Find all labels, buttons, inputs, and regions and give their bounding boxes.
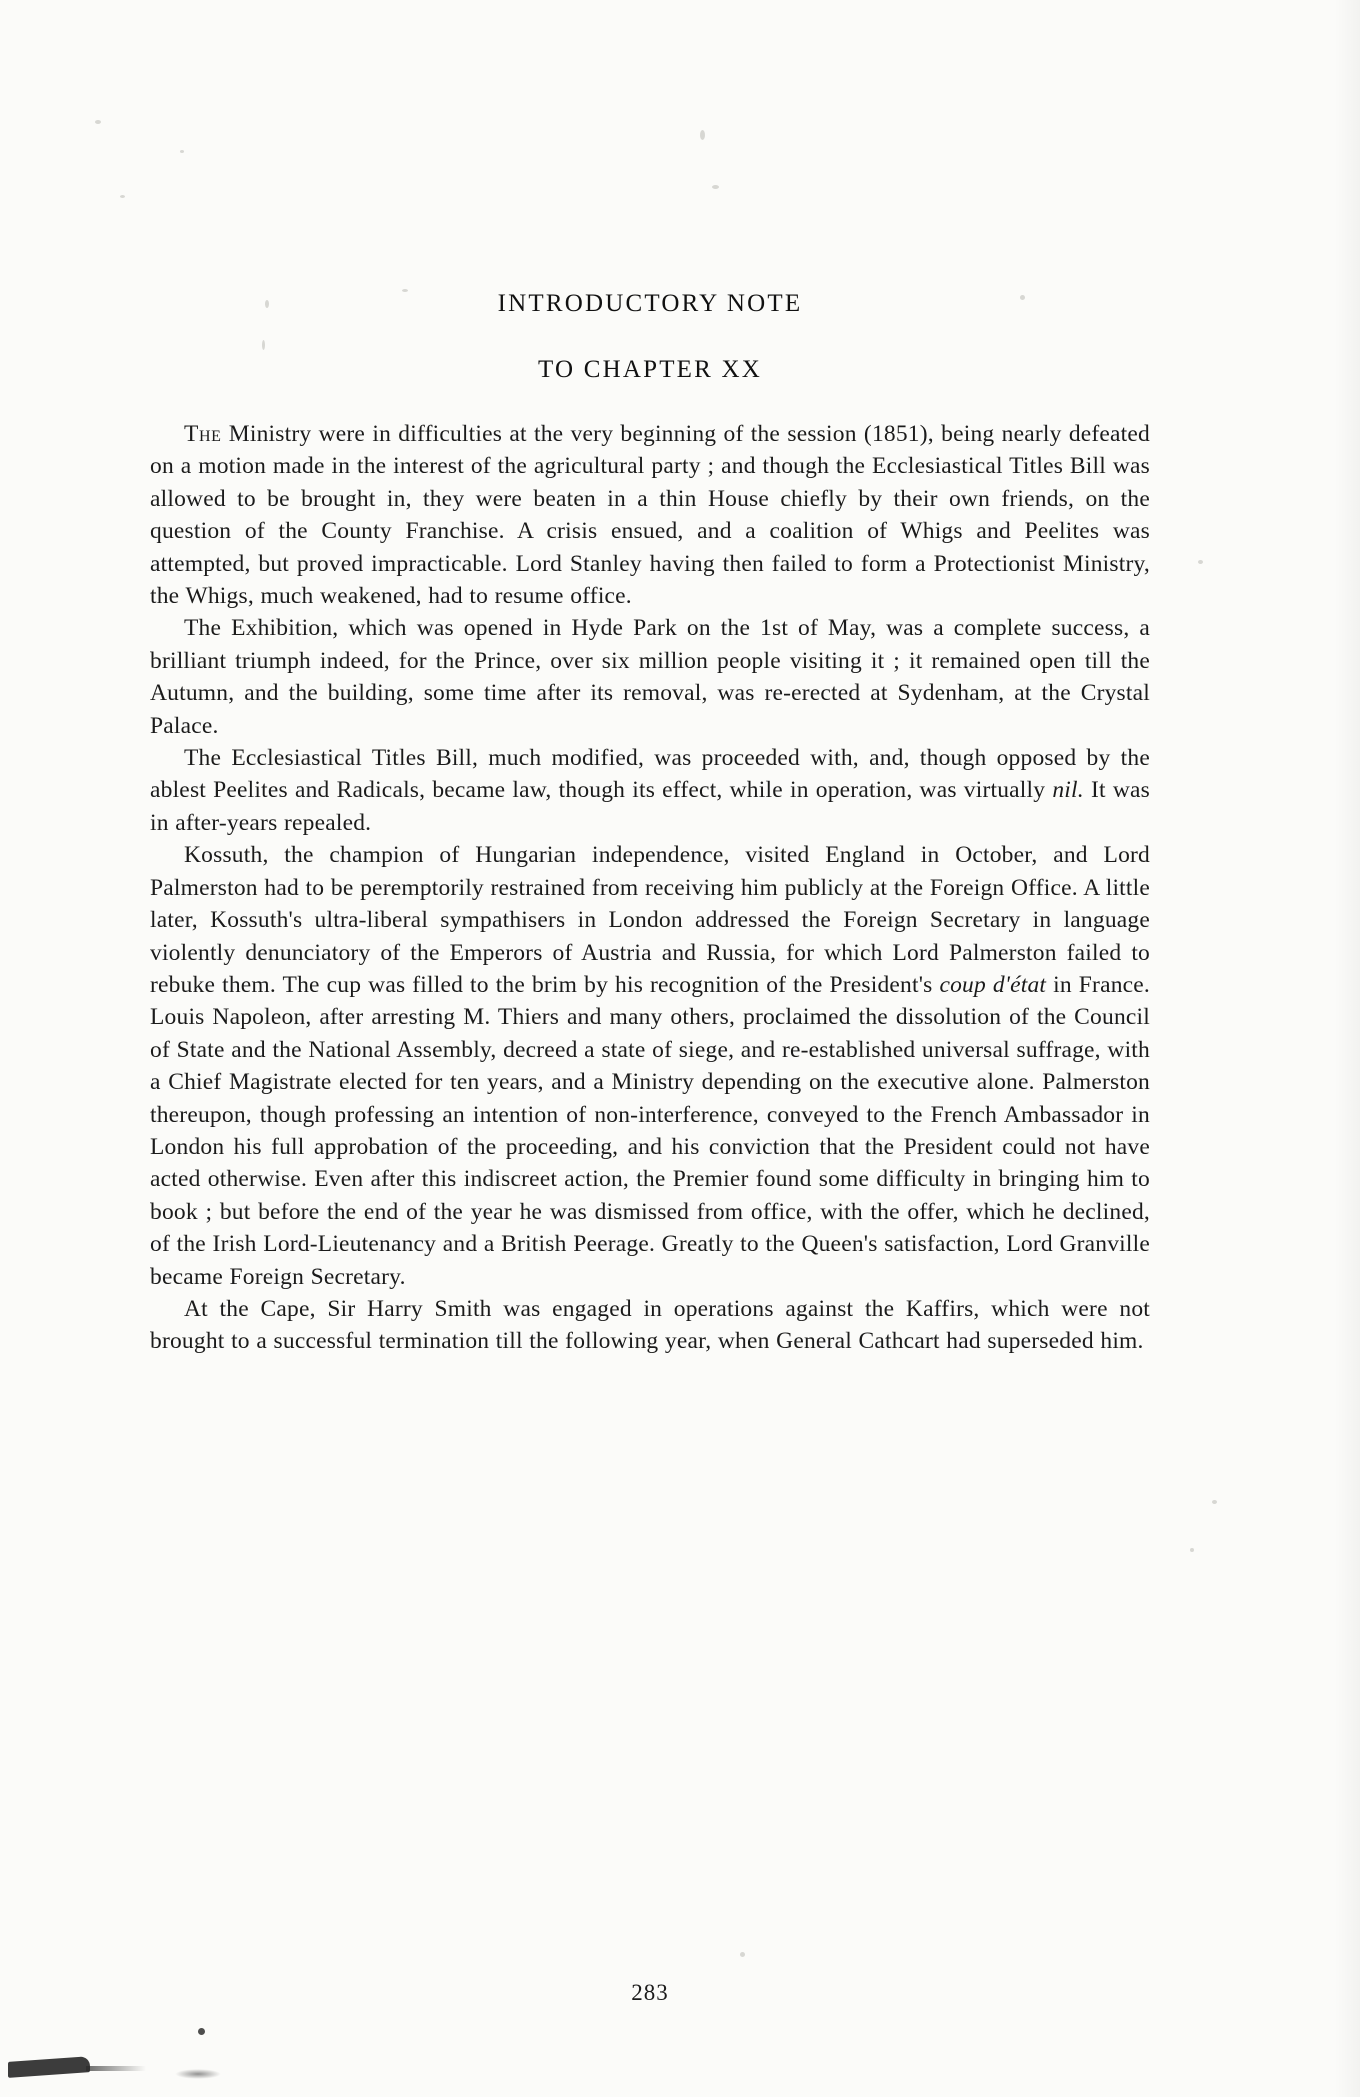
scan-speckle [700, 130, 705, 140]
paragraph-4-italic: coup d'état [939, 971, 1047, 998]
scan-speckle [95, 120, 101, 124]
paragraph-3-part-b: It was in after-years repealed. [150, 777, 1151, 836]
scan-edge-artifact-tail [86, 2066, 146, 2071]
paragraph-3-italic: nil. [1052, 777, 1084, 804]
title-block [150, 290, 1150, 384]
scan-speckle [1190, 1548, 1194, 1552]
page-subtitle: TO CHAPTER XX [538, 356, 762, 383]
scan-speckle [712, 185, 719, 189]
body-text [150, 418, 1150, 1358]
scan-dot-artifact [198, 2028, 205, 2035]
paragraph-4-part-b: in France. Louis Napoleon, after arresting M. Thiers and many others, proclaimed the dissolution of the Council of State and the National Assembly, decreed a state of siege, and re-established universal suffrage, with a Chief Magistrate elected for ten years, and a Ministry depending on the executive alone. Palmerston thereupon, though professing an intention of non-interference, conveyed to the French Ambassador in London his full approbation of the proceeding, and his conviction that the President could not have acted otherwise. Even after this indiscreet action, the Premier found some difficulty in bringing him to book ; but before the end of the year he was dismissed from office, with the offer, which he declined, of the Irish Lord-Lieutenancy and a British Peerage. Greatly to the Queen's satisfaction, Lord Granville became Foreign Secretary. [150, 971, 1150, 1290]
page-title: INTRODUCTORY NOTE [497, 290, 803, 317]
page-content [150, 290, 1151, 2005]
scan-speckle [740, 1952, 745, 1957]
paragraph-3 [150, 742, 1150, 839]
paragraph-4-part-a: Kossuth, the champion of Hungarian independence, visited England in October, and Lord Palmerston had to be peremptorily restrained from receiving him publicly at the Foreign Office. A little later, Kossuth's ultra-liberal sympathisers in London addressed the Foreign Secretary in language violently denunciatory of the Emperors of Austria and Russia, for which Lord Palmerston failed to rebuke them. The cup was filled to the brim by his recognition of the President's [150, 842, 1150, 998]
paragraph-4 [150, 839, 1150, 1293]
scan-speckle [180, 150, 184, 153]
paragraph-1-lead: The [184, 421, 222, 447]
scan-speckle [1212, 1500, 1217, 1504]
page-number: 283 [631, 1980, 669, 2005]
paragraph-2: The Exhibition, which was opened in Hyde Park on the 1st of May, was a complete success, a brilliant triumph indeed, for the Prince, over six million people visiting it ; it remained open till the Autumn, and the building, some time after its removal, was re-erected at Sydenham, at the Crystal Palace. [150, 615, 1150, 739]
scan-speckle [120, 195, 125, 198]
paragraph-1-rest: Ministry were in difficulties at the very beginning of the session (1851), being nearly defeated on a motion made in the interest of the agricultural party ; and though the Ecclesiastical Titles Bill was allowed to be brought in, they were beaten in a thin House chiefly by their own friends, on the question of the County Franchise. A crisis ensued, and a coalition of Whigs and Peelites was attempted, but proved impracticable. Lord Stanley having then failed to form a Protectionist Ministry, the Whigs, much weakened, had to resume office. [150, 421, 1150, 610]
page-edge-shadow [1334, 0, 1360, 2097]
paragraph-1 [150, 418, 1150, 612]
scan-smudge-artifact [175, 2069, 221, 2079]
paragraph-5: At the Cape, Sir Harry Smith was engaged in operations against the Kaffirs, which were not brought to a successful termination till the following year, when General Cathcart had superseded him. [150, 1295, 1150, 1355]
scan-edge-artifact [8, 2056, 90, 2078]
scan-speckle [1198, 560, 1203, 564]
paragraph-3-part-a: The Ecclesiastical Titles Bill, much modified, was proceeded with, and, though opposed by the ablest Peelites and Radicals, became law, though its effect, while in operation, was virtually [150, 745, 1150, 804]
